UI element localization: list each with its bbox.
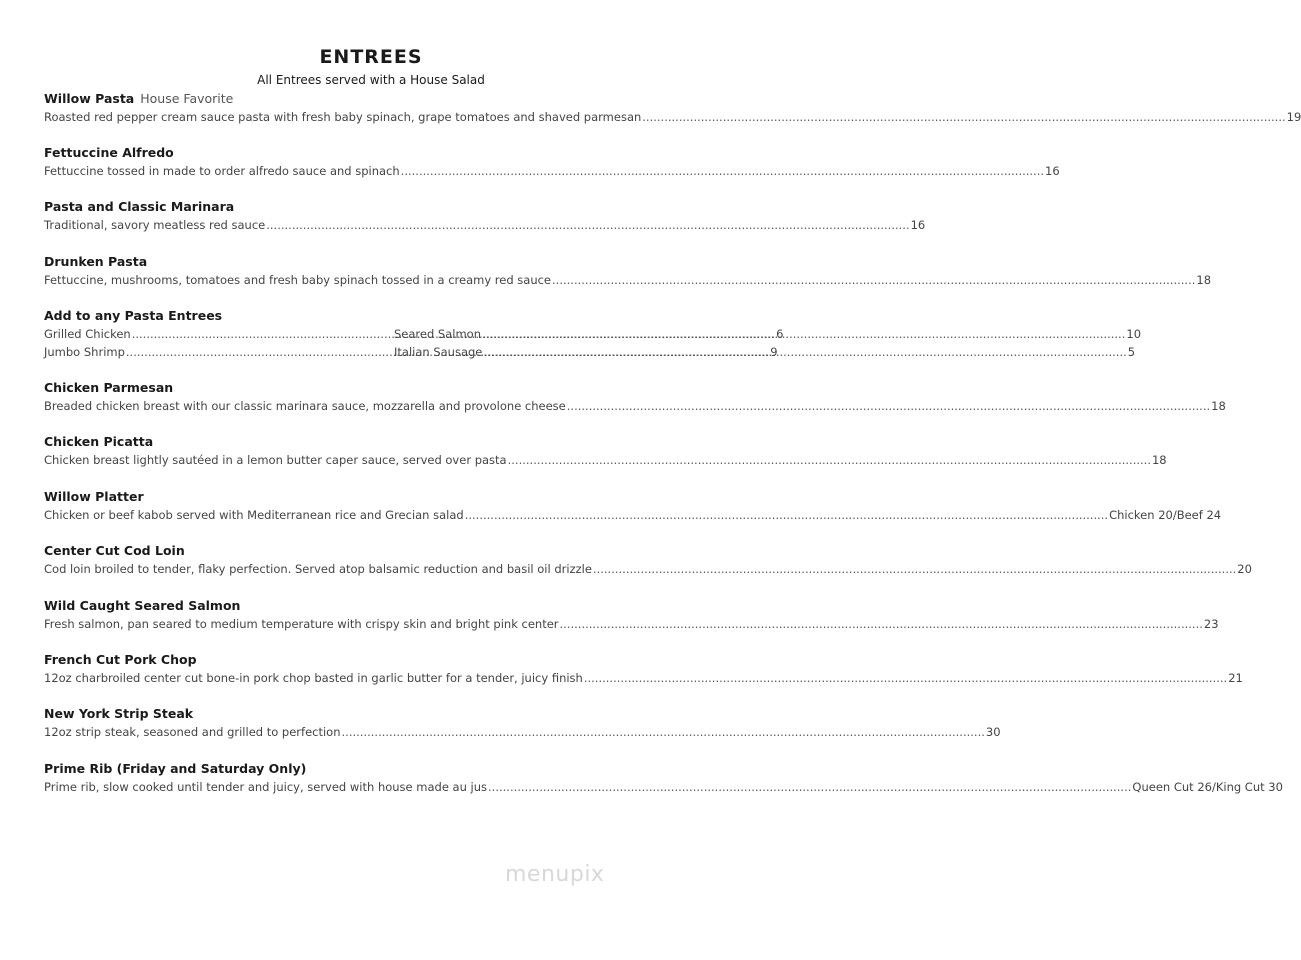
pasta-addons	[44, 308, 1142, 359]
item-price: Queen Cut 26/King Cut 30	[1132, 780, 1283, 794]
menu-item-seared-salmon	[44, 598, 1219, 631]
item-price: 19	[1286, 110, 1301, 124]
item-name: Center Cut Cod Loin	[44, 543, 185, 558]
item-name: Chicken Picatta	[44, 434, 154, 449]
addon-price: 6	[776, 327, 784, 341]
item-name: Willow Platter	[44, 489, 144, 504]
addon-price: 5	[1127, 345, 1136, 359]
item-price: 18	[1211, 399, 1226, 413]
item-name: Fettuccine Alfredo	[44, 145, 174, 160]
dot-leader	[508, 453, 1151, 467]
item-price: 16	[910, 218, 926, 232]
addon-option	[394, 327, 1142, 341]
item-name: French Cut Pork Chop	[44, 652, 197, 667]
dot-leader	[483, 345, 1126, 359]
menu-item-fettuccine-alfredo	[44, 145, 1060, 178]
item-description: 12oz strip steak, seasoned and grilled to perfection	[44, 725, 341, 739]
item-description: Fettuccine, mushrooms, tomatoes and fresh baby spinach tossed in a creamy red sauce	[44, 273, 552, 287]
addon-name: Seared Salmon	[394, 327, 481, 341]
item-name: Willow Pasta	[44, 91, 135, 106]
menu-item-prime-rib	[44, 761, 1283, 794]
menu-item-pork-chop	[44, 652, 1243, 685]
menu-item-willow-pasta	[44, 91, 1301, 124]
item-note: House Favorite	[140, 91, 234, 106]
menu-item-cod-loin	[44, 543, 1252, 576]
addon-name: Grilled Chicken	[44, 327, 131, 341]
page-title: ENTREES	[319, 46, 423, 68]
item-description: Fettuccine tossed in made to order alfredo sauce and spinach	[44, 164, 400, 178]
addon-name: Italian Sausage	[394, 345, 483, 359]
menu-item-pasta-marinara	[44, 199, 926, 232]
item-price: 21	[1228, 671, 1243, 685]
item-price: 30	[985, 725, 1001, 739]
item-description: Breaded chicken breast with our classic marinara sauce, mozzarella and provolone cheese	[44, 399, 566, 413]
dot-leader	[584, 671, 1227, 685]
item-description: Chicken or beef kabob served with Mediterranean rice and Grecian salad	[44, 508, 464, 522]
item-description: Prime rib, slow cooked until tender and juicy, served with house made au jus	[44, 780, 488, 794]
dot-leader	[482, 327, 1125, 341]
item-name: Chicken Parmesan	[44, 380, 174, 395]
item-price: Chicken 20/Beef 24	[1109, 508, 1222, 522]
addon-price: 9	[770, 345, 778, 359]
menu-item-willow-platter	[44, 489, 1222, 522]
dot-leader	[552, 273, 1195, 287]
addon-option	[394, 345, 1136, 359]
item-description: Fresh salmon, pan seared to medium temperature with crispy skin and bright pink center	[44, 617, 559, 631]
item-price: 23	[1203, 617, 1219, 631]
addon-name: Jumbo Shrimp	[44, 345, 125, 359]
addons-title: Add to any Pasta Entrees	[44, 308, 223, 323]
dot-leader	[560, 617, 1203, 631]
dot-leader	[266, 218, 909, 232]
item-name: Pasta and Classic Marinara	[44, 199, 235, 214]
item-price: 20	[1237, 562, 1252, 576]
dot-leader	[465, 508, 1108, 522]
menu-item-chicken-parmesan	[44, 380, 1226, 413]
addon-price: 10	[1126, 327, 1142, 341]
dot-leader	[642, 110, 1285, 124]
watermark: menupix	[505, 862, 605, 887]
item-description: Traditional, savory meatless red sauce	[44, 218, 266, 232]
item-price: 18	[1196, 273, 1212, 287]
item-description: Cod loin broiled to tender, flaky perfection. Served atop balsamic reduction and basil oil drizzle	[44, 562, 592, 576]
item-name: Prime Rib (Friday and Saturday Only)	[44, 761, 307, 776]
item-description: 12oz charbroiled center cut bone-in pork chop basted in garlic butter for a tender, juicy finish	[44, 671, 583, 685]
dot-leader	[401, 164, 1044, 178]
item-price: 18	[1151, 453, 1167, 467]
menu-item-strip-steak	[44, 706, 1001, 739]
dot-leader	[342, 725, 985, 739]
dot-leader	[593, 562, 1236, 576]
dot-leader	[567, 399, 1210, 413]
item-name: New York Strip Steak	[44, 706, 194, 721]
item-price: 16	[1045, 164, 1060, 178]
page-subtitle: All Entrees served with a House Salad	[257, 73, 485, 87]
dot-leader	[488, 780, 1131, 794]
menu-item-drunken-pasta	[44, 254, 1212, 287]
item-description: Roasted red pepper cream sauce pasta with fresh baby spinach, grape tomatoes and shaved parmesan	[44, 110, 642, 124]
item-name: Drunken Pasta	[44, 254, 148, 269]
item-description: Chicken breast lightly sautéed in a lemon butter caper sauce, served over pasta	[44, 453, 507, 467]
menu-item-chicken-picatta	[44, 434, 1167, 467]
item-name: Wild Caught Seared Salmon	[44, 598, 241, 613]
